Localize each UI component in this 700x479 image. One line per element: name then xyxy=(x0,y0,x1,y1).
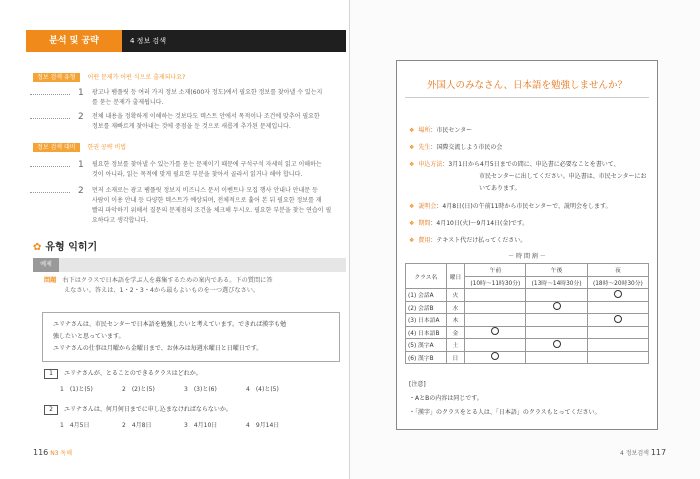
schedule-table: クラス名 曜日 午前 午後 夜 (10時～11時30分) (13時～14時30分) (18時～20時30分) (1) 会話A 火 (2) 会話B 水 (3) 日本語A 木 (4) 日本語B 金 (5) 漢字A 土 (6) 漢字B 日 xyxy=(405,263,649,364)
q2-option-3[interactable]: 3 4月10日 xyxy=(184,422,218,429)
type-section-header xyxy=(33,72,185,81)
info-apply-2: 市民センターに出してください。申込書は、市民センターにお xyxy=(479,173,647,180)
q2-option-2[interactable]: 2 4月8日 xyxy=(122,422,152,429)
available-mark xyxy=(491,352,499,360)
schedule-title: － 時 間 割 － xyxy=(508,253,546,260)
slot-cell xyxy=(465,351,526,364)
question-2: 2 ユリナさんは、何月何日までに申し込まなければならないか。 xyxy=(44,404,232,415)
unit-title: ✿ 유형 익히기 xyxy=(33,242,98,253)
divider xyxy=(30,94,70,95)
table-row: (3) 日本語A 木 xyxy=(406,314,649,327)
slot-cell xyxy=(526,339,587,352)
example-tag: 예제 xyxy=(33,258,59,272)
left-page: 분석 및 공략 4 정보 검색 정보 검색 유형 어떤 문제가 어떤 식으로 출제되나요? 1 광고나 팸플릿 등 여러 가지 정보 소재(600자 정도)에서 필요한 정보를 찾아낼 수 있는지 를 묻는 문제가 출제됩니다. 2 전체 내용을 정확하게 이해하는 것보다도 텍스트 안에서 목적이나 조건에 맞추어 필요한 정보를 재빠르게 찾아내는 것에 중점을 둔 것으로 새롭게 추가된 문제입니다. 정보 검색 대비 한권 공략 비법 1 필요한 정보를 찾아낼 수 있는가를 묻는 문제이기 때문에 구석구석 자세히 읽고 이해하는 것이 아니라, 읽는 목적에 맞게 필요한 부분을 찾아서 골라서 읽거나 해야 합니다. 2 먼저 소재로는 광고 팸플릿 정보지 비즈니스 문서 이벤트나 모집 행사 안내나 안내문 등 사람이 이용 안내 등 다양한 텍스트가 예상되며, 전체적으로 훑어 본 뒤 필요한 정보를 재 빨리 파악하기 위해서 질문의 문제점의 조건을 체크해 두시오. 필요한 부분을 찾는 연습이 필 요하다고 생각합니다. ✿ 유형 익히기 예제 問題 右下はクラスで日本語を学ぶ人を募集するための案内である。下の質問に答 えなさい。答えは、1・2・3・4から最もよいものを一つ選びなさい。 ユリナさんは、市民センターで日本語を勉強したいと考えています。できれば漢字も勉 強したいと思っています。 ユリナさんの仕事は月曜から金曜日まで、お休みは毎週水曜日と日曜日です。 1 ユリナさんが、とることのできるクラスはどれか。 1 (1)と(5) 2 (2)と(5) 3 (3)と(6) 4 (4)と(5) 2 ユリナさんは、何月何日までに申し込まなければならないか。 1 4月5日 2 4月8日 3 4月10日 4 9月14日 116 N3 독해 xyxy=(0,0,350,479)
notes-title: [注意] xyxy=(409,381,426,388)
table-row: (1) 会話A 火 xyxy=(406,289,649,302)
type-heading: 어떤 문제가 어떤 식으로 출제되나요? xyxy=(87,74,186,81)
available-mark xyxy=(553,340,561,348)
divider xyxy=(405,97,649,98)
prep-section-header xyxy=(33,142,126,151)
chapter-label: 4 정보검색 xyxy=(620,450,649,457)
header-day: 曜日 xyxy=(446,264,465,289)
info-apply-3: いてあります。 xyxy=(479,185,521,192)
book-title: N3 독해 xyxy=(50,450,73,457)
passage-box: ユリナさんは、市民センターで日本語を勉強したいと考えています。できれば漢字も勉 強したいと思っています。 ユリナさんの仕事は月曜から金曜日まで、お休みは毎週水曜日と日曜日です。 xyxy=(42,312,340,362)
instruction-mark: 問題 xyxy=(44,277,57,284)
header-night: 夜 xyxy=(587,264,648,277)
slot-cell xyxy=(587,289,648,302)
slot-cell xyxy=(465,314,526,327)
available-mark xyxy=(553,302,561,310)
slot-cell xyxy=(587,339,648,352)
slot-cell xyxy=(465,326,526,339)
type-label: 정보 검색 유형 xyxy=(33,73,80,82)
slot-cell xyxy=(526,314,587,327)
q2-option-4[interactable]: 4 9月14日 xyxy=(246,422,280,429)
flyer xyxy=(396,60,658,430)
q2-option-1[interactable]: 1 4月5日 xyxy=(60,422,90,429)
left-footer xyxy=(33,448,72,457)
info-briefing: ❖ 説明会：4月8日(日)の午前11時から市民センターで、説明会をします。 xyxy=(409,203,612,210)
available-mark xyxy=(491,327,499,335)
slot-cell xyxy=(465,301,526,314)
note-2: ・「漢字」のクラスをとる人は、「日本語」のクラスもとってください。 xyxy=(409,409,601,416)
slot-cell xyxy=(587,314,648,327)
page-number: 117 xyxy=(650,448,667,457)
info-apply: ❖ 申込方法：3月1日から4月5日までの間に、申込書に必要なことを書いて、 xyxy=(409,161,620,168)
header-pm: 午後 xyxy=(526,264,587,277)
slot-cell xyxy=(587,326,648,339)
slot-cell xyxy=(587,301,648,314)
info-period: ❖ 期間：4月10日(火)～9月14日(金)です。 xyxy=(409,220,529,227)
section-subtitle: 4 정보 검색 xyxy=(130,37,166,45)
slot-cell xyxy=(465,289,526,302)
divider xyxy=(30,166,70,167)
instruction: 問題 右下はクラスで日本語を学ぶ人を募集するための案内である。下の質問に答 えなさい。答えは、1・2・3・4から最もよいものを一つ選びなさい。 xyxy=(44,277,273,294)
table-row: (5) 漢字A 土 xyxy=(406,339,649,352)
section-band xyxy=(26,30,346,52)
flyer-title: 外国人のみなさん、日本語を勉強しませんか？ xyxy=(426,80,628,91)
info-teacher: ❖ 先生：国際交流しよう市民の会 xyxy=(409,144,503,151)
slot-cell xyxy=(526,326,587,339)
table-row: (2) 会話B 水 xyxy=(406,301,649,314)
slot-cell xyxy=(465,339,526,352)
slot-cell xyxy=(526,351,587,364)
info-cost: ❖ 費用：テキスト代だけ払ってください。 xyxy=(409,237,527,244)
prep-label: 정보 검색 대비 xyxy=(33,143,80,152)
header-class: クラス名 xyxy=(406,264,447,289)
table-row: (6) 漢字B 日 xyxy=(406,351,649,364)
right-footer xyxy=(620,448,666,457)
q1-option-2[interactable]: 2 (2)と(5) xyxy=(122,386,155,393)
flower-icon: ✿ xyxy=(33,242,42,253)
divider xyxy=(30,192,70,193)
slot-cell xyxy=(526,301,587,314)
info-place: ❖ 場所：市民センター xyxy=(409,127,473,134)
table-row: (4) 日本語B 金 xyxy=(406,326,649,339)
q1-option-1[interactable]: 1 (1)と(5) xyxy=(60,386,93,393)
question-1: 1 ユリナさんが、とることのできるクラスはどれか。 xyxy=(44,368,202,379)
divider xyxy=(30,118,70,119)
note-1: ・AとBの内容は同じです。 xyxy=(409,395,483,402)
section-tab: 분석 및 공략 xyxy=(26,30,122,52)
available-mark xyxy=(614,290,622,298)
q1-option-4[interactable]: 4 (4)と(5) xyxy=(246,386,279,393)
slot-cell xyxy=(526,289,587,302)
prep-heading: 한권 공략 비법 xyxy=(87,144,127,151)
q1-option-3[interactable]: 3 (3)と(6) xyxy=(184,386,217,393)
page-number: 116 xyxy=(33,448,49,457)
available-mark xyxy=(614,315,622,323)
header-am: 午前 xyxy=(465,264,526,277)
example-bar xyxy=(33,258,346,272)
slot-cell xyxy=(587,351,648,364)
